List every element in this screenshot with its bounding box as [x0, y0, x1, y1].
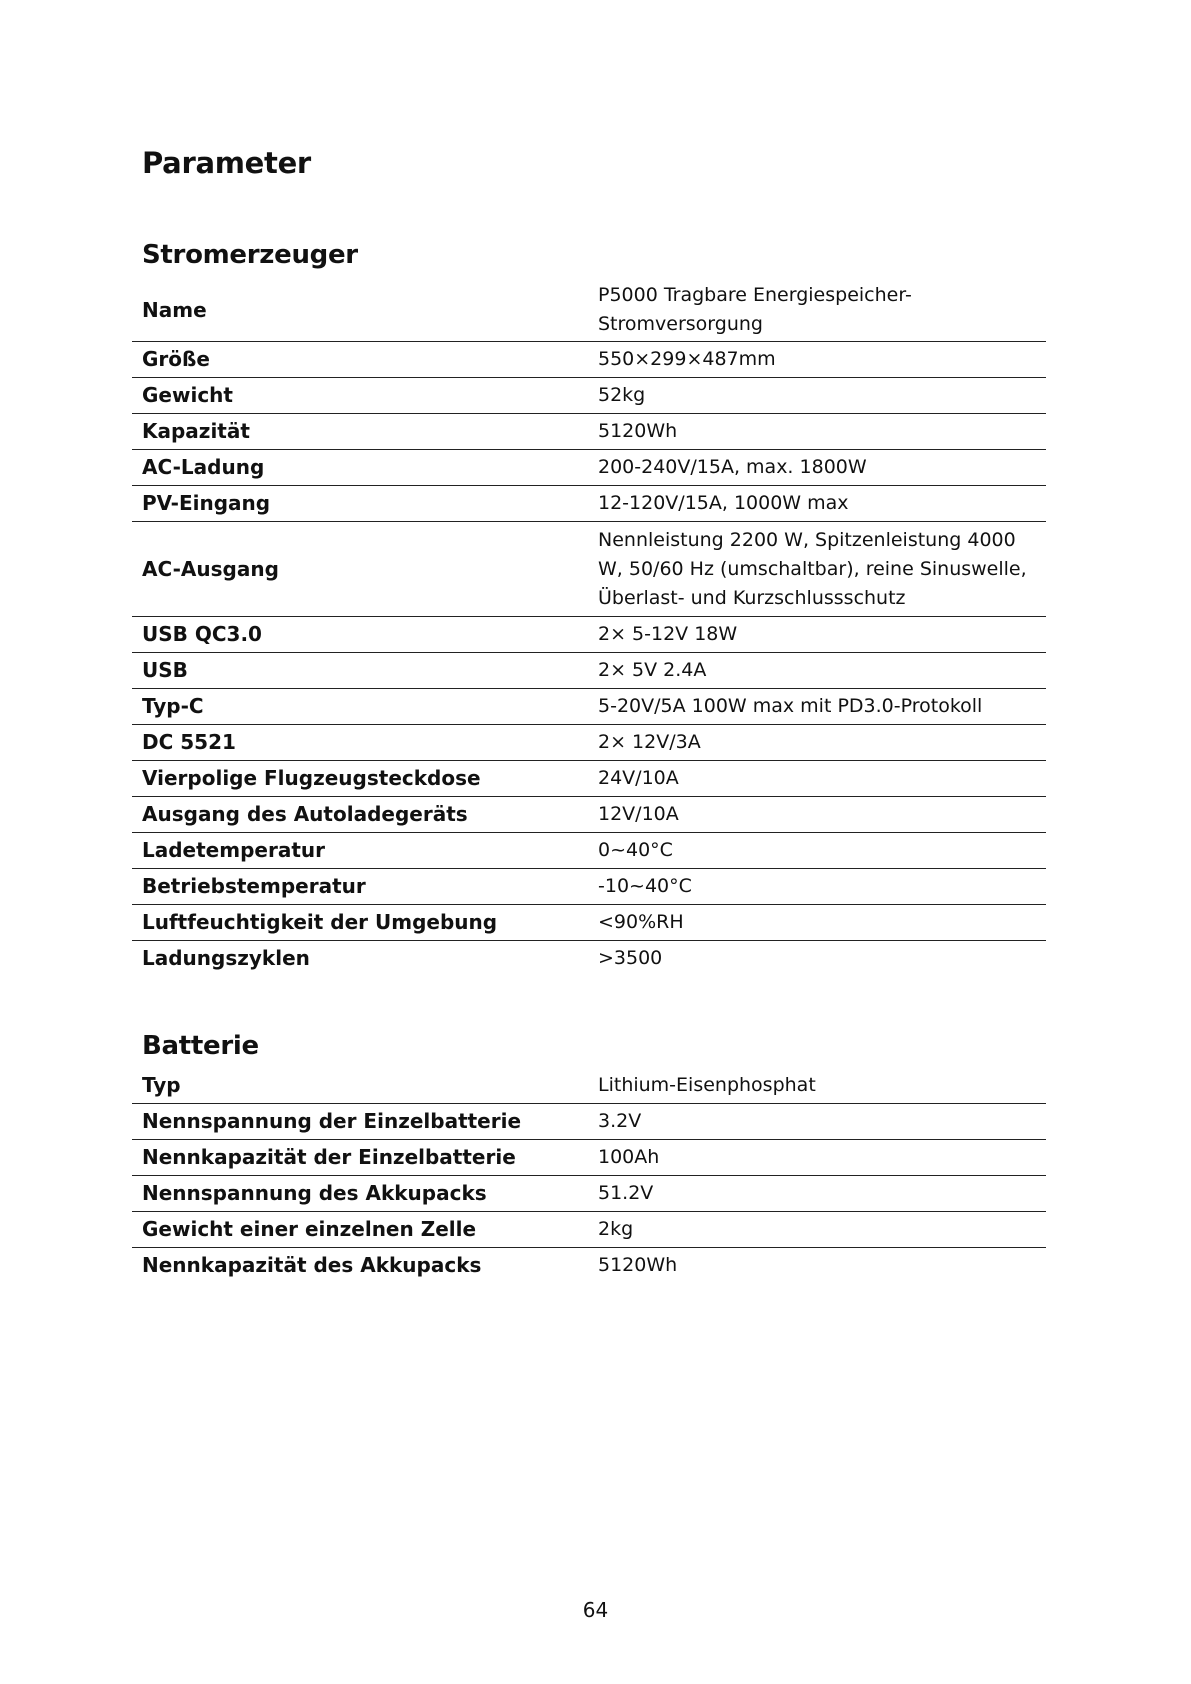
table-row — [132, 689, 1046, 725]
row-label: USB — [132, 653, 588, 689]
table-row — [132, 378, 1046, 414]
row-label: USB QC3.0 — [132, 617, 588, 653]
table-row — [132, 833, 1046, 869]
row-label: Nennspannung des Akkupacks — [132, 1176, 588, 1212]
table-row — [132, 653, 1046, 689]
table-row — [132, 869, 1046, 905]
table-row — [132, 1104, 1046, 1140]
row-label: Ladetemperatur — [132, 833, 588, 869]
row-value: 100Ah — [588, 1140, 1046, 1176]
row-value: Nennleistung 2200 W, Spitzenleistung 4000 W, 50/60 Hz (umschaltbar), reine Sinuswelle, Überlast- und Kurzschlussschutz — [588, 522, 1046, 617]
row-value: 12-120V/15A, 1000W max — [588, 486, 1046, 522]
row-label: Ladungszyklen — [142, 946, 310, 970]
row-value: 52kg — [588, 378, 1046, 414]
row-value: 200-240V/15A, max. 1800W — [588, 450, 1046, 486]
table-row — [132, 1140, 1046, 1176]
row-label: Nennspannung der Einzelbatterie — [132, 1104, 588, 1140]
row-label: AC-Ladung — [132, 450, 588, 486]
page-number: 64 — [582, 1598, 609, 1622]
table-row — [132, 1212, 1046, 1248]
row-label: Größe — [132, 342, 588, 378]
table-row — [132, 905, 1046, 941]
row-value: 2× 12V/3A — [588, 725, 1046, 761]
row-label: DC 5521 — [132, 725, 588, 761]
row-label: Gewicht — [132, 378, 588, 414]
row-value: 5120Wh — [588, 414, 1046, 450]
page-title: Parameter — [142, 146, 311, 180]
row-label: Gewicht einer einzelnen Zelle — [132, 1212, 588, 1248]
row-value: 24V/10A — [588, 761, 1046, 797]
row-label: AC-Ausgang — [132, 522, 588, 617]
spec-table-batterie — [132, 1068, 1046, 1283]
row-value: 0~40°C — [588, 833, 1046, 869]
row-label: Betriebstemperatur — [132, 869, 588, 905]
table-row — [132, 1176, 1046, 1212]
row-label: Name — [132, 279, 588, 342]
row-value: 550×299×487mm — [588, 342, 1046, 378]
table-row — [132, 414, 1046, 450]
row-value: Lithium-Eisenphosphat — [588, 1068, 1046, 1104]
row-value: -10~40°C — [588, 869, 1046, 905]
row-label: Kapazität — [132, 414, 588, 450]
row-value: 12V/10A — [588, 797, 1046, 833]
row-value: 2× 5V 2.4A — [588, 653, 1046, 689]
row-value: <90%RH — [588, 905, 1046, 941]
table-row — [132, 1068, 1046, 1104]
row-value: 2kg — [588, 1212, 1046, 1248]
table-row — [132, 941, 1046, 977]
row-value: >3500 — [598, 947, 663, 969]
row-label: Nennkapazität des Akkupacks — [142, 1253, 482, 1277]
row-label: Ausgang des Autoladegeräts — [132, 797, 588, 833]
row-label: Nennkapazität der Einzelbatterie — [132, 1140, 588, 1176]
section-heading-stromerzeuger: Stromerzeuger — [142, 240, 358, 270]
table-row — [132, 797, 1046, 833]
table-row — [132, 486, 1046, 522]
row-label: Typ — [132, 1068, 588, 1104]
row-value: 3.2V — [588, 1104, 1046, 1140]
row-label: PV-Eingang — [132, 486, 588, 522]
row-value: 5120Wh — [598, 1254, 678, 1276]
section-heading-batterie: Batterie — [142, 1031, 259, 1061]
table-row — [132, 279, 1046, 342]
row-label: Typ-C — [132, 689, 588, 725]
table-row — [132, 725, 1046, 761]
table-row — [132, 522, 1046, 617]
row-value: 5-20V/5A 100W max mit PD3.0-Protokoll — [588, 689, 1046, 725]
table-row — [132, 617, 1046, 653]
table-row — [132, 1248, 1046, 1284]
row-value: 2× 5-12V 18W — [588, 617, 1046, 653]
spec-table-stromerzeuger — [132, 279, 1046, 976]
row-value: P5000 Tragbare Energiespeicher-Stromversorgung — [588, 279, 1046, 342]
table-row — [132, 761, 1046, 797]
row-label: Vierpolige Flugzeugsteckdose — [132, 761, 588, 797]
row-value: 51.2V — [588, 1176, 1046, 1212]
row-label: Luftfeuchtigkeit der Umgebung — [132, 905, 588, 941]
table-row — [132, 450, 1046, 486]
table-row — [132, 342, 1046, 378]
